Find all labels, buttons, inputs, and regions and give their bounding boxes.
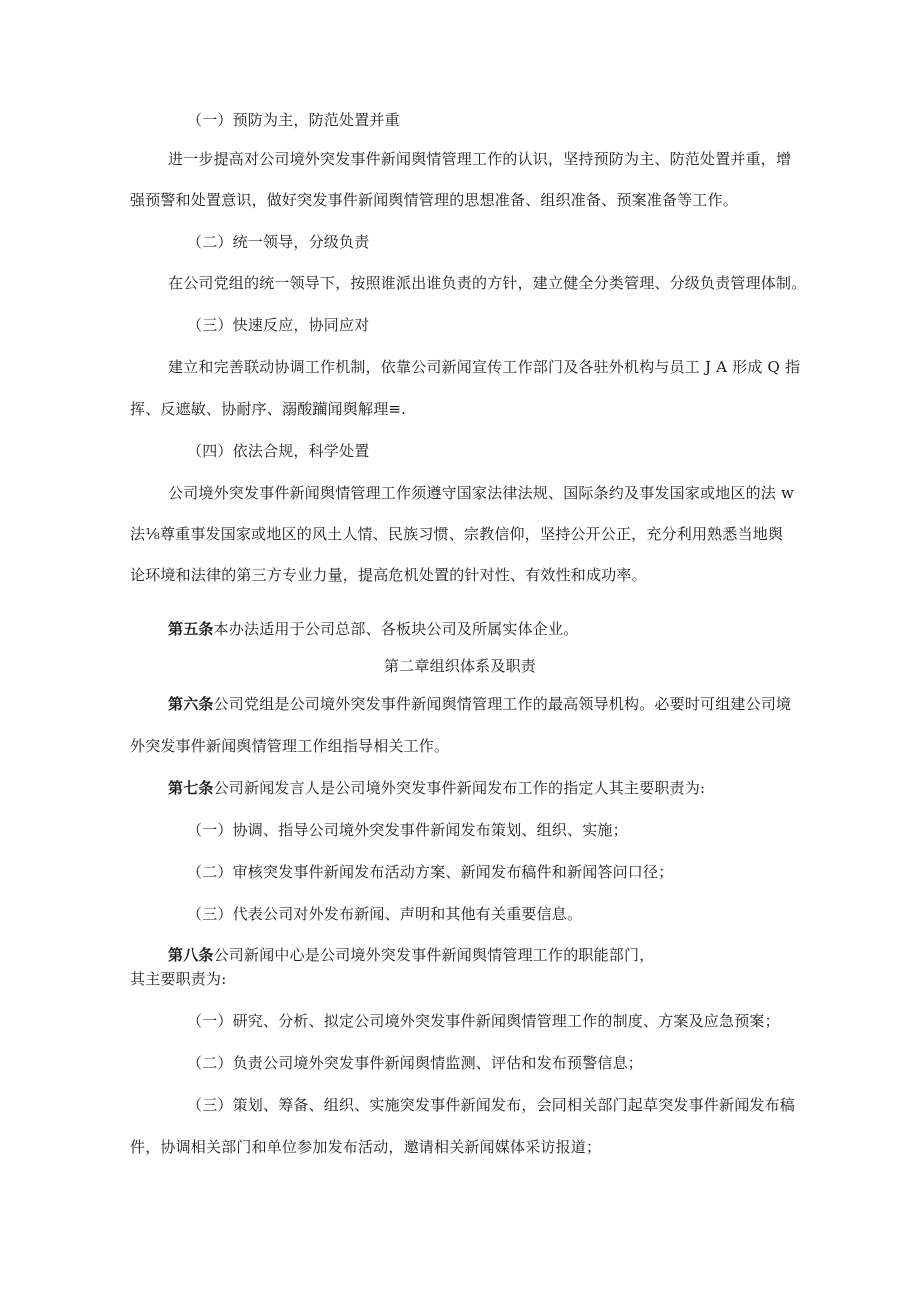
article-7-item-3: （三）代表公司对外发布新闻、声明和其他有关重要信息。 <box>187 905 583 923</box>
article-8-item-3-line-2: 件，协调相关部门和单位参加发布活动，邀请相关新闻媒体采访报道； <box>130 1138 602 1156</box>
principle-3-heading: （三）快速反应，协同应对 <box>187 316 370 334</box>
article-8-text-cont: 其主要职责为: <box>130 970 227 988</box>
principle-4-heading: （四）依法合规，科学处置 <box>187 442 370 460</box>
principle-1-heading: （一）预防为主，防范处置并重 <box>187 111 400 129</box>
article-5 <box>168 619 578 639</box>
article-7-label: 第七条 <box>168 779 214 797</box>
article-5-text: 本办法适用于公司总部、各板块公司及所属实体企业。 <box>213 620 579 638</box>
article-8-item-3-line-1: （三）策划、筹备、组织、实施突发事件新闻发布，会同相关部门起草突发事件新闻发布稿 <box>187 1096 796 1114</box>
principle-4-text-line-1: 公司境外突发事件新闻舆情管理工作须遵守国家法律法规、国际条约及事发国家或地区的法 w <box>168 484 795 502</box>
article-6-text: 公司党组是公司境外突发事件新闻舆情管理工作的最高领导机构。必要时可组建公司境 <box>213 695 792 713</box>
chapter-2-title: 第二章组织体系及职责 <box>383 657 536 675</box>
article-8 <box>168 945 654 965</box>
article-7-text: 公司新闻发言人是公司境外突发事件新闻发布工作的指定人其主要职责为: <box>213 779 706 797</box>
article-6-text-cont: 外突发事件新闻舆情管理工作组指导相关工作。 <box>130 737 450 755</box>
principle-2-heading: （二）统一领导，分级负责 <box>187 233 370 251</box>
principle-3-text-line-1: 建立和完善联动协调工作机制，依靠公司新闻宣传工作部门及各驻外机构与员工 J A 形成 Q 指 <box>168 358 801 376</box>
article-8-text: 公司新闻中心是公司境外突发事件新闻舆情管理工作的职能部门， <box>213 946 655 964</box>
principle-1-text-line-2: 强预警和处置意识，做好突发事件新闻舆情管理的思想准备、组织准备、预案准备等工作。 <box>130 191 739 209</box>
article-7 <box>168 778 705 798</box>
article-7-item-1: （一）协调、指导公司境外突发事件新闻发布策划、组织、实施； <box>187 821 628 839</box>
principle-4-text-line-2: 法⅛尊重事发国家或地区的风土人情、民族习惯、宗教信仰，坚持公开公正，充分利用熟悉当地舆 <box>130 525 784 543</box>
article-6-label: 第六条 <box>168 695 214 713</box>
article-8-item-2: （二）负责公司境外突发事件新闻舆情监测、评估和发布预警信息； <box>187 1054 644 1072</box>
article-5-label: 第五条 <box>168 620 214 638</box>
article-7-item-2: （二）审核突发事件新闻发布活动方案、新闻发布稿件和新闻答问口径； <box>187 863 674 881</box>
article-8-item-1: （一）研究、分析、拟定公司境外突发事件新闻舆情管理工作的制度、方案及应急预案； <box>187 1012 780 1030</box>
article-6 <box>168 694 791 714</box>
article-8-label: 第八条 <box>168 946 214 964</box>
principle-1-text-line-1: 进一步提高对公司境外突发事件新闻舆情管理工作的认识，坚持预防为主、防范处置并重，增 <box>168 150 792 168</box>
principle-3-text-line-2: 挥、反遮敏、协耐序、溺酸躏闻舆解理≡. <box>130 400 407 418</box>
principle-2-text-line-1: 在公司党组的统一领导下，按照谁派出谁负责的方针，建立健全分类管理、分级负责管理体制。 <box>168 274 807 292</box>
principle-4-text-line-3: 论环境和法律的第三方专业力量，提高危机处置的针对性、有效性和成功率。 <box>130 566 647 584</box>
